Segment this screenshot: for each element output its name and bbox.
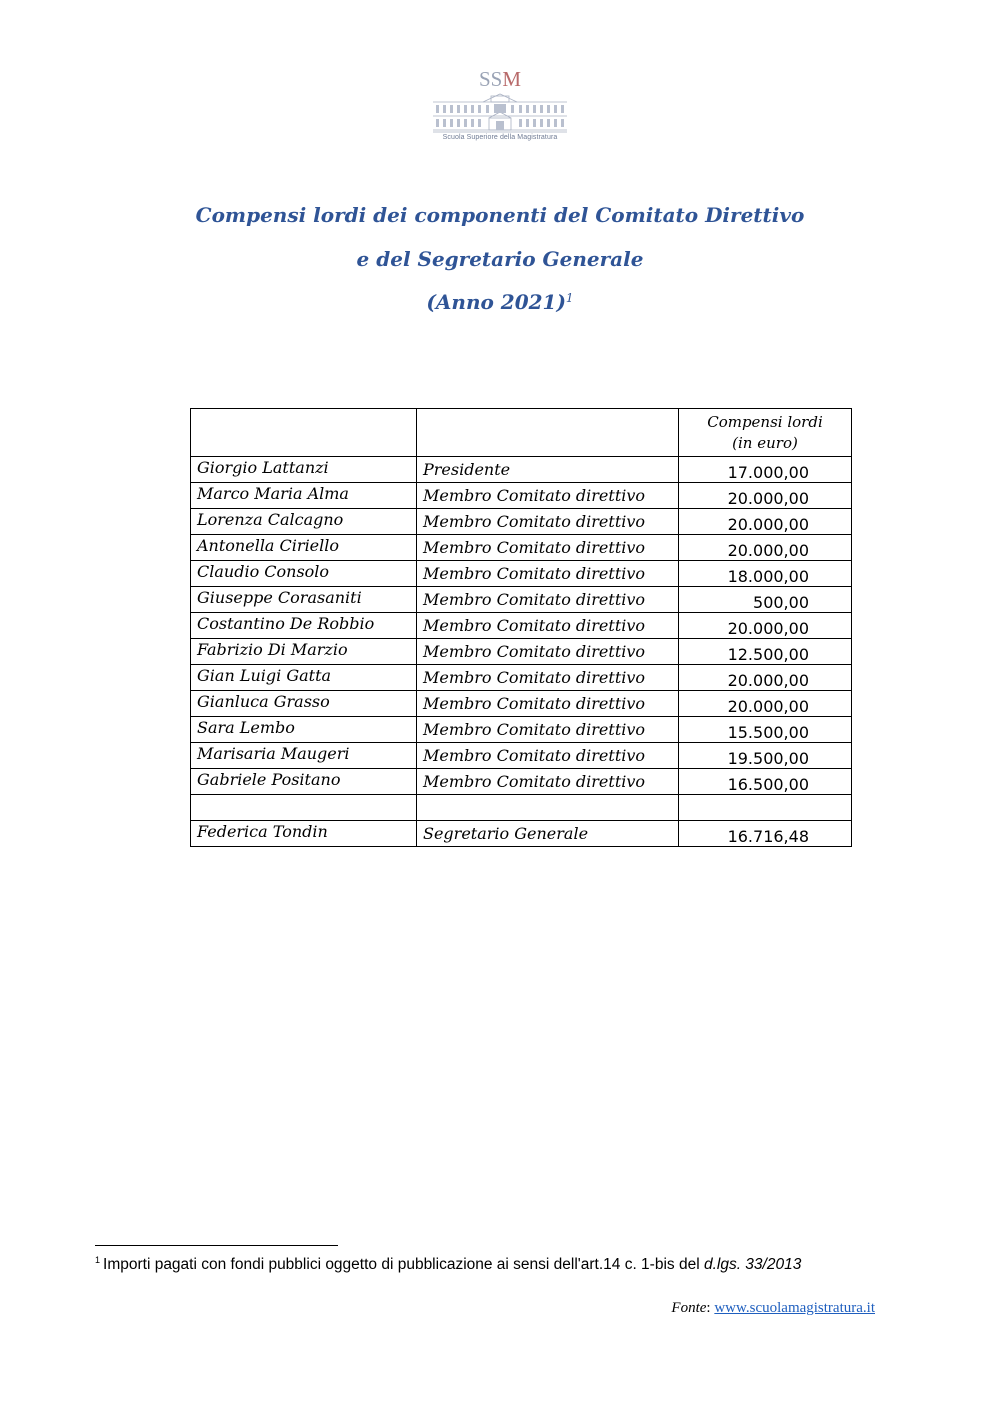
member-amount: 20.000,00 bbox=[679, 613, 852, 639]
member-amount: 20.000,00 bbox=[679, 483, 852, 509]
header-cell-amount bbox=[679, 409, 852, 457]
member-role: Membro Comitato direttivo bbox=[417, 639, 679, 665]
member-amount: 20.000,00 bbox=[679, 509, 852, 535]
building-icon bbox=[431, 90, 569, 134]
page-title-line1: Compensi lordi dei componenti del Comitato Direttivo bbox=[195, 203, 805, 227]
header-amount-line2: (in euro) bbox=[732, 433, 798, 452]
member-role: Membro Comitato direttivo bbox=[417, 509, 679, 535]
empty-cell bbox=[679, 795, 852, 821]
member-name: Marisaria Maugeri bbox=[191, 743, 417, 769]
compensation-table bbox=[190, 408, 852, 847]
member-name: Marco Maria Alma bbox=[191, 483, 417, 509]
footnote-marker: 1 bbox=[95, 1255, 101, 1265]
secretary-name: Federica Tondin bbox=[191, 821, 417, 847]
table-row bbox=[191, 665, 852, 691]
member-name: Fabrizio Di Marzio bbox=[191, 639, 417, 665]
empty-cell bbox=[417, 795, 679, 821]
footnote bbox=[95, 1256, 801, 1274]
member-role: Membro Comitato direttivo bbox=[417, 613, 679, 639]
table-row bbox=[191, 535, 852, 561]
member-name: Gian Luigi Gatta bbox=[191, 665, 417, 691]
logo-mark: SSM bbox=[478, 67, 522, 91]
table-row bbox=[191, 691, 852, 717]
member-amount: 500,00 bbox=[679, 587, 852, 613]
page-title-line2: e del Segretario Generale bbox=[356, 247, 644, 271]
table-row bbox=[191, 561, 852, 587]
logo-caption: Scuola Superiore della Magistratura bbox=[442, 134, 558, 141]
footnote-separator bbox=[95, 1245, 338, 1246]
member-amount: 18.000,00 bbox=[679, 561, 852, 587]
title-year: (Anno 2021) bbox=[426, 290, 566, 314]
member-name: Sara Lembo bbox=[191, 717, 417, 743]
member-role: Membro Comitato direttivo bbox=[417, 769, 679, 795]
page-title-line3 bbox=[0, 290, 1000, 314]
table-row bbox=[191, 639, 852, 665]
table-row-secretary bbox=[191, 821, 852, 847]
secretary-role: Segretario Generale bbox=[417, 821, 679, 847]
member-role: Membro Comitato direttivo bbox=[417, 743, 679, 769]
source-line bbox=[671, 1300, 875, 1317]
member-name: Gianluca Grasso bbox=[191, 691, 417, 717]
table-header-row bbox=[191, 409, 852, 457]
source-separator: : bbox=[706, 1300, 715, 1316]
footnote-text: Importi pagati con fondi pubblici oggetto di pubblicazione ai sensi dell'art.14 c. 1-bis del bbox=[103, 1256, 704, 1273]
member-amount: 15.500,00 bbox=[679, 717, 852, 743]
member-name: Costantino De Robbio bbox=[191, 613, 417, 639]
source-label: Fonte bbox=[671, 1300, 707, 1316]
table-row bbox=[191, 483, 852, 509]
table-row bbox=[191, 457, 852, 483]
member-role: Membro Comitato direttivo bbox=[417, 691, 679, 717]
table-row bbox=[191, 509, 852, 535]
member-name: Claudio Consolo bbox=[191, 561, 417, 587]
member-name: Lorenza Calcagno bbox=[191, 509, 417, 535]
table-row bbox=[191, 717, 852, 743]
secretary-amount: 16.716,48 bbox=[679, 821, 852, 847]
footnote-ref-marker: 1 bbox=[565, 291, 574, 305]
table-row bbox=[191, 613, 852, 639]
table-row bbox=[191, 769, 852, 795]
table-body bbox=[191, 409, 852, 847]
empty-cell bbox=[191, 795, 417, 821]
member-role: Membro Comitato direttivo bbox=[417, 535, 679, 561]
member-amount: 20.000,00 bbox=[679, 535, 852, 561]
member-amount: 12.500,00 bbox=[679, 639, 852, 665]
table-row bbox=[191, 587, 852, 613]
member-role: Presidente bbox=[417, 457, 679, 483]
member-name: Gabriele Positano bbox=[191, 769, 417, 795]
member-amount: 20.000,00 bbox=[679, 665, 852, 691]
source-link[interactable]: www.scuolamagistratura.it bbox=[714, 1300, 875, 1316]
header-cell-role bbox=[417, 409, 679, 457]
ssm-logo bbox=[430, 68, 570, 154]
member-role: Membro Comitato direttivo bbox=[417, 665, 679, 691]
member-name: Giorgio Lattanzi bbox=[191, 457, 417, 483]
header-amount-line1: Compensi lordi bbox=[707, 412, 823, 431]
member-name: Antonella Ciriello bbox=[191, 535, 417, 561]
member-amount: 19.500,00 bbox=[679, 743, 852, 769]
member-role: Membro Comitato direttivo bbox=[417, 561, 679, 587]
member-role: Membro Comitato direttivo bbox=[417, 587, 679, 613]
header-cell-name bbox=[191, 409, 417, 457]
member-amount: 16.500,00 bbox=[679, 769, 852, 795]
member-role: Membro Comitato direttivo bbox=[417, 483, 679, 509]
table-row bbox=[191, 743, 852, 769]
member-amount: 17.000,00 bbox=[679, 457, 852, 483]
member-name: Giuseppe Corasaniti bbox=[191, 587, 417, 613]
member-amount: 20.000,00 bbox=[679, 691, 852, 717]
table-row-empty bbox=[191, 795, 852, 821]
footnote-law-reference: d.lgs. 33/2013 bbox=[703, 1256, 802, 1273]
member-role: Membro Comitato direttivo bbox=[417, 717, 679, 743]
